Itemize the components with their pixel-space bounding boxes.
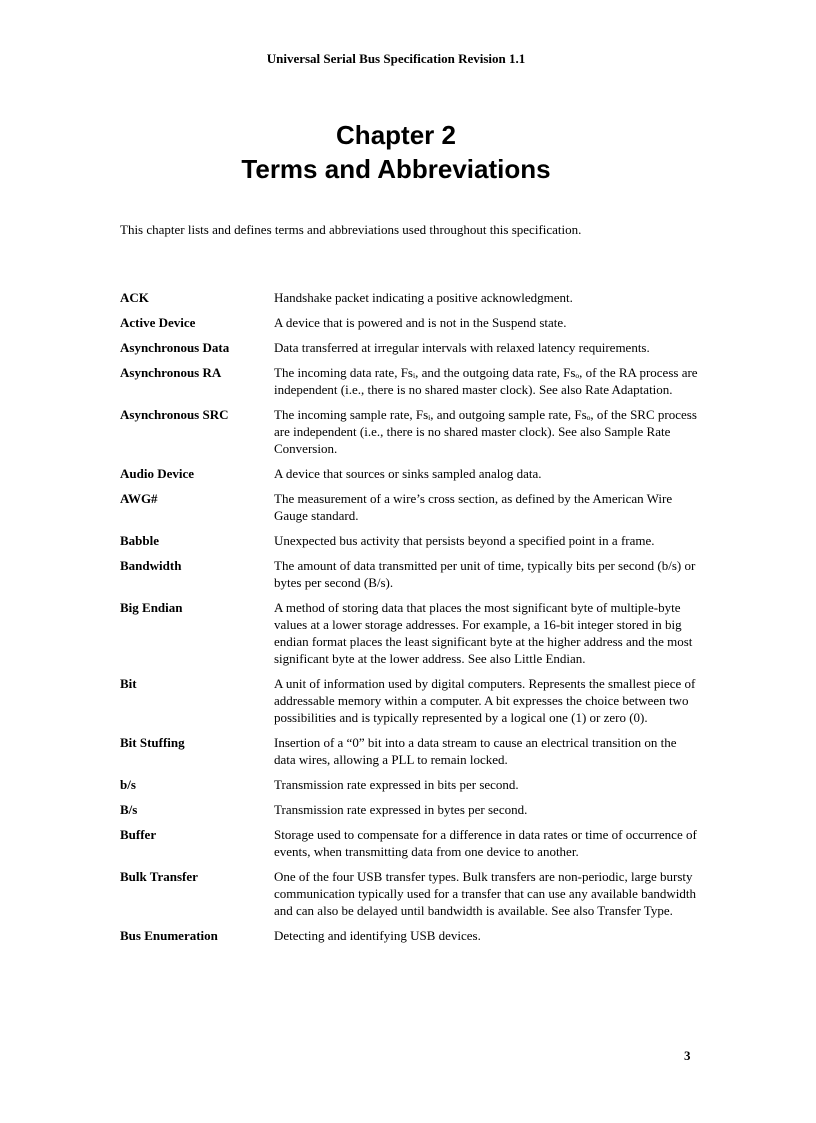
glossary-definition: Data transferred at irregular intervals with relaxed latency requirements. (274, 340, 650, 355)
glossary-entry (120, 776, 700, 793)
glossary-term: Bit Stuffing (120, 735, 185, 750)
glossary-entry (120, 675, 700, 726)
glossary-definition: Insertion of a “0” bit into a data stream to cause an electrical transition on the data wires, allowing a PLL to remain locked. (274, 735, 677, 767)
glossary-term: Asynchronous SRC (120, 407, 229, 422)
glossary-definition: A device that is powered and is not in the Suspend state. (274, 315, 567, 330)
glossary-term: Babble (120, 533, 160, 548)
glossary-definition: A device that sources or sinks sampled analog data. (274, 466, 542, 481)
glossary-definition: A method of storing data that places the most significant byte of multiple-byte values at a lower storage addresses. For example, a 16-bit integer stored in big endian format places the least significant byte at the higher address and the most significant byte at the lower address. See also Little Endian. (274, 600, 693, 666)
glossary-entry (120, 734, 700, 768)
glossary-term: Audio Device (120, 466, 195, 481)
page-number: 3 (684, 1048, 691, 1063)
glossary-term: Bit (120, 676, 137, 691)
glossary-entry (120, 826, 700, 860)
glossary-definition: Unexpected bus activity that persists beyond a specified point in a frame. (274, 533, 655, 548)
glossary-term: Asynchronous RA (120, 365, 222, 380)
chapter-title (0, 118, 792, 186)
glossary-list (120, 289, 700, 952)
glossary-entry (120, 406, 700, 457)
glossary-definition: Storage used to compensate for a difference in data rates or time of occurrence of events, when transmitting data from one device to another. (274, 827, 697, 859)
glossary-entry (120, 927, 700, 944)
glossary-definition: The amount of data transmitted per unit of time, typically bits per second (b/s) or bytes per second (B/s). (274, 558, 696, 590)
glossary-entry (120, 599, 700, 667)
glossary-definition: Transmission rate expressed in bits per second. (274, 777, 519, 792)
glossary-term: b/s (120, 777, 136, 792)
glossary-definition: The measurement of a wire’s cross section, as defined by the American Wire Gauge standard. (274, 491, 673, 523)
glossary-entry (120, 465, 700, 482)
glossary-term: Asynchronous Data (120, 340, 230, 355)
glossary-entry (120, 339, 700, 356)
glossary-entry (120, 868, 700, 919)
glossary-term: B/s (120, 802, 138, 817)
glossary-term: Active Device (120, 315, 196, 330)
glossary-term: Bandwidth (120, 558, 182, 573)
glossary-definition: Handshake packet indicating a positive acknowledgment. (274, 290, 573, 305)
glossary-definition: Detecting and identifying USB devices. (274, 928, 481, 943)
chapter-heading: Terms and Abbreviations (241, 154, 551, 184)
glossary-definition: One of the four USB transfer types. Bulk transfers are non-periodic, large bursty communication typically used for a transfer that can use any available bandwidth and can also be delayed until bandwidth is available. See also Transfer Type. (274, 869, 696, 918)
glossary-entry (120, 490, 700, 524)
glossary-definition: Transmission rate expressed in bytes per second. (274, 802, 528, 817)
glossary-entry (120, 289, 700, 306)
glossary-definition: A unit of information used by digital computers. Represents the smallest piece of addressable memory within a computer. A bit expresses the choice between two possibilities and is typically represented by a logical one (1) or zero (0). (274, 676, 696, 725)
glossary-term: Bus Enumeration (120, 928, 218, 943)
glossary-entry (120, 532, 700, 549)
running-header: Universal Serial Bus Specification Revision 1.1 (266, 51, 526, 66)
glossary-term: Big Endian (120, 600, 183, 615)
glossary-entry (120, 314, 700, 331)
glossary-entry (120, 801, 700, 818)
glossary-definition: The incoming data rate, Fsᵢ, and the outgoing data rate, Fsₒ, of the RA process are independent (i.e., there is no shared master clock). See also Rate Adaptation. (274, 365, 698, 397)
glossary-term: Bulk Transfer (120, 869, 198, 884)
chapter-number: Chapter 2 (336, 120, 456, 150)
intro-paragraph: This chapter lists and defines terms and abbreviations used throughout this specification. (120, 222, 582, 237)
glossary-term: Buffer (120, 827, 157, 842)
glossary-term: AWG# (120, 491, 158, 506)
glossary-definition: The incoming sample rate, Fsᵢ, and outgoing sample rate, Fsₒ, of the SRC process are independent (i.e., there is no shared master clock). See also Sample Rate Conversion. (274, 407, 697, 456)
glossary-entry (120, 557, 700, 591)
glossary-term: ACK (120, 290, 149, 305)
glossary-entry (120, 364, 700, 398)
